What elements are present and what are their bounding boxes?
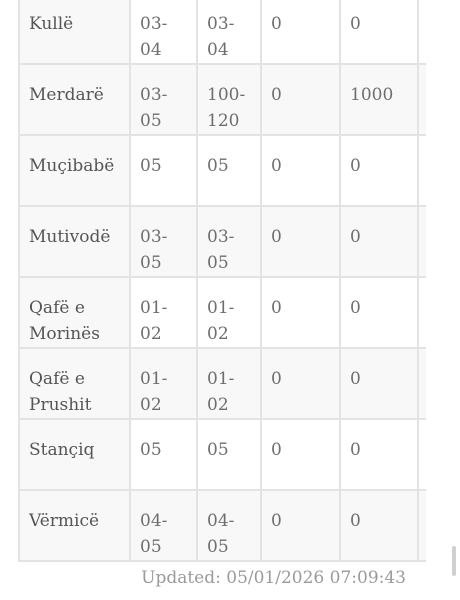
table-cell: 03-04: [130, 0, 197, 64]
table-row: [19, 64, 426, 135]
table-cell: [418, 277, 426, 348]
table-cell: 0: [340, 490, 418, 561]
table-cell: 01-02: [130, 277, 197, 348]
table-cell: [418, 419, 426, 490]
table-cell: 0: [261, 277, 340, 348]
crossing-name-cell: Mutivodë: [19, 206, 130, 277]
table-cell: 100-120: [197, 64, 261, 135]
table-cell: 01-02: [197, 348, 261, 419]
table-cell: 05: [197, 419, 261, 490]
table-cell: 0: [340, 419, 418, 490]
table-cell: 03-04: [197, 0, 261, 64]
table-cell: 03-05: [130, 64, 197, 135]
table-cell: 0: [340, 348, 418, 419]
table-cell: 04-05: [197, 490, 261, 561]
table-row: [19, 206, 426, 277]
table-cell: [418, 490, 426, 561]
crossing-name-cell: Stançiq: [19, 419, 130, 490]
table-cell: 04-05: [130, 490, 197, 561]
border-crossing-table-container[interactable]: [18, 0, 426, 562]
table-row: [19, 348, 426, 419]
table-cell: 0: [340, 277, 418, 348]
crossing-name-cell: Vërmicë: [19, 490, 130, 561]
table-cell: 01-02: [197, 277, 261, 348]
table-row: [19, 490, 426, 561]
table-cell: 01-02: [130, 348, 197, 419]
table-row: [19, 277, 426, 348]
table-cell: 0: [340, 206, 418, 277]
border-crossing-table: [18, 0, 426, 562]
table-cell: 03-05: [130, 206, 197, 277]
table-cell: 0: [261, 419, 340, 490]
table-row: [19, 135, 426, 206]
table-cell: 0: [261, 490, 340, 561]
table-cell: 0: [261, 0, 340, 64]
table-cell: [418, 206, 426, 277]
crossing-name-cell: Kullë: [19, 0, 130, 64]
crossing-name-cell: Qafë e Prushit: [19, 348, 130, 419]
table-cell: 05: [130, 135, 197, 206]
table-cell: [418, 348, 426, 419]
table-cell: 1000: [340, 64, 418, 135]
table-cell: 05: [197, 135, 261, 206]
table-cell: [418, 135, 426, 206]
table-cell: 0: [261, 206, 340, 277]
table-cell: [418, 0, 426, 64]
table-cell: 05: [130, 419, 197, 490]
table-cell: 0: [340, 0, 418, 64]
table-cell: [418, 64, 426, 135]
updated-timestamp: Updated: 05/01/2026 07:09:43: [141, 568, 406, 588]
table-cell: 0: [340, 135, 418, 206]
scrollbar-thumb[interactable]: [452, 546, 456, 576]
table-row: [19, 419, 426, 490]
table-row: [19, 0, 426, 64]
crossing-name-cell: Qafë e Morinës: [19, 277, 130, 348]
crossing-name-cell: Merdarë: [19, 64, 130, 135]
table-cell: 0: [261, 348, 340, 419]
table-cell: 03-05: [197, 206, 261, 277]
crossing-name-cell: Muçibabë: [19, 135, 130, 206]
table-cell: 0: [261, 64, 340, 135]
table-cell: 0: [261, 135, 340, 206]
